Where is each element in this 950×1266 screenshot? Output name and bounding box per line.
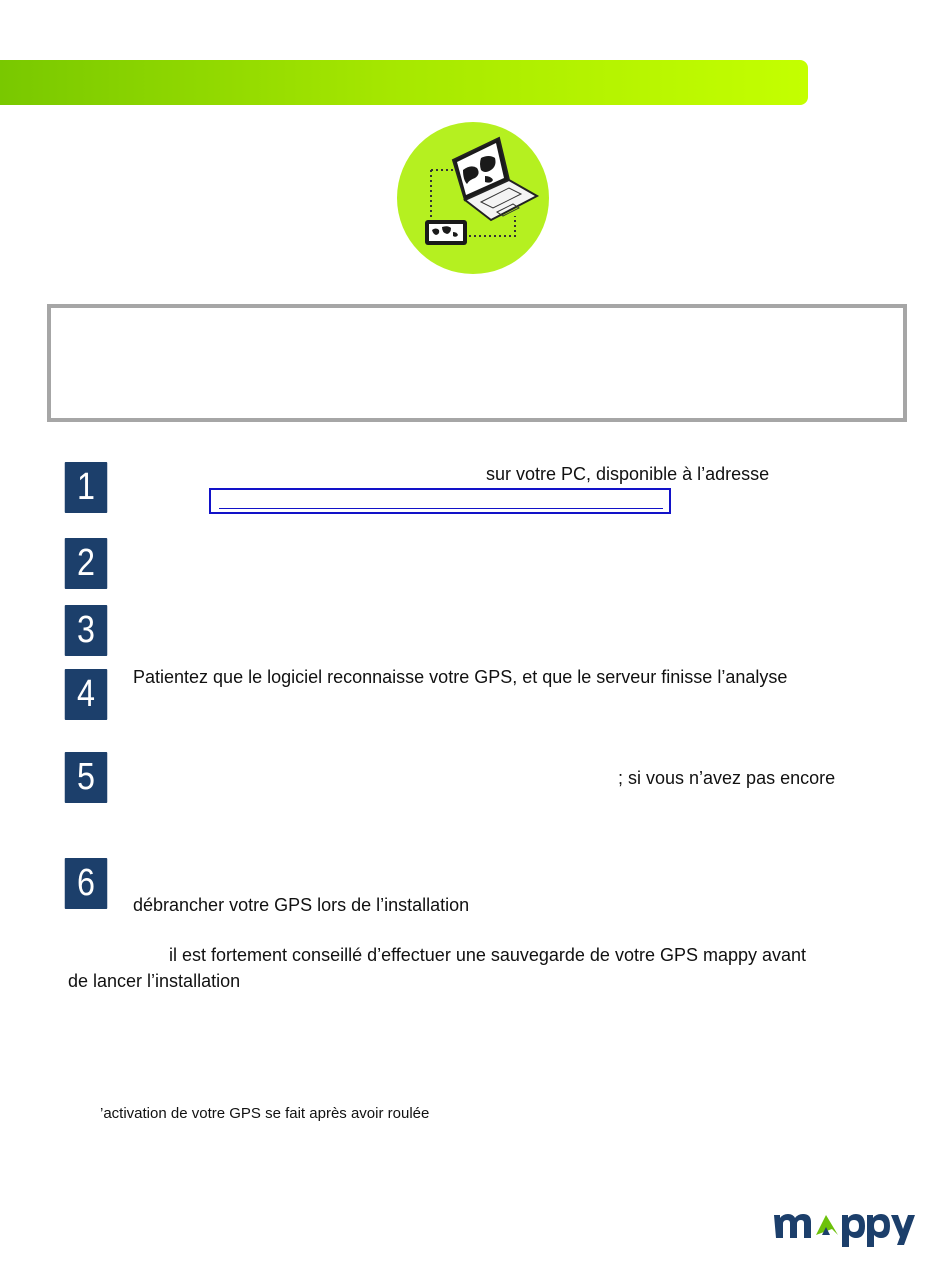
download-link-underline bbox=[219, 508, 663, 509]
step-5-badge: 5 bbox=[65, 752, 108, 803]
mappy-logo bbox=[770, 1205, 915, 1249]
laptop-gps-world-map-icon bbox=[395, 120, 551, 276]
step-6-badge: 6 bbox=[65, 858, 108, 909]
advice-line-1: il est fortement conseillé d’effectuer une sauvegarde de votre GPS mappy avant bbox=[169, 945, 807, 965]
header-bar bbox=[0, 60, 808, 105]
step-4-text: Patientez que le logiciel reconnaisse votre GPS, et que le serveur finisse l’analyse bbox=[133, 667, 788, 687]
footnote: ’activation de votre GPS se fait après avoir roulée bbox=[100, 1105, 430, 1122]
download-link[interactable] bbox=[209, 488, 671, 514]
step-1-badge: 1 bbox=[65, 462, 108, 513]
step-2-badge: 2 bbox=[65, 538, 108, 589]
step-3-badge: 3 bbox=[65, 605, 108, 656]
step-4-badge: 4 bbox=[65, 669, 108, 720]
advice-line-2: de lancer l’installation bbox=[68, 971, 241, 991]
step-1-text: sur votre PC, disponible à l’adresse bbox=[486, 464, 770, 484]
step-6-text: débrancher votre GPS lors de l’installation bbox=[133, 895, 470, 915]
step-5-text: ; si vous n’avez pas encore bbox=[618, 768, 836, 788]
notice-box bbox=[47, 304, 907, 422]
